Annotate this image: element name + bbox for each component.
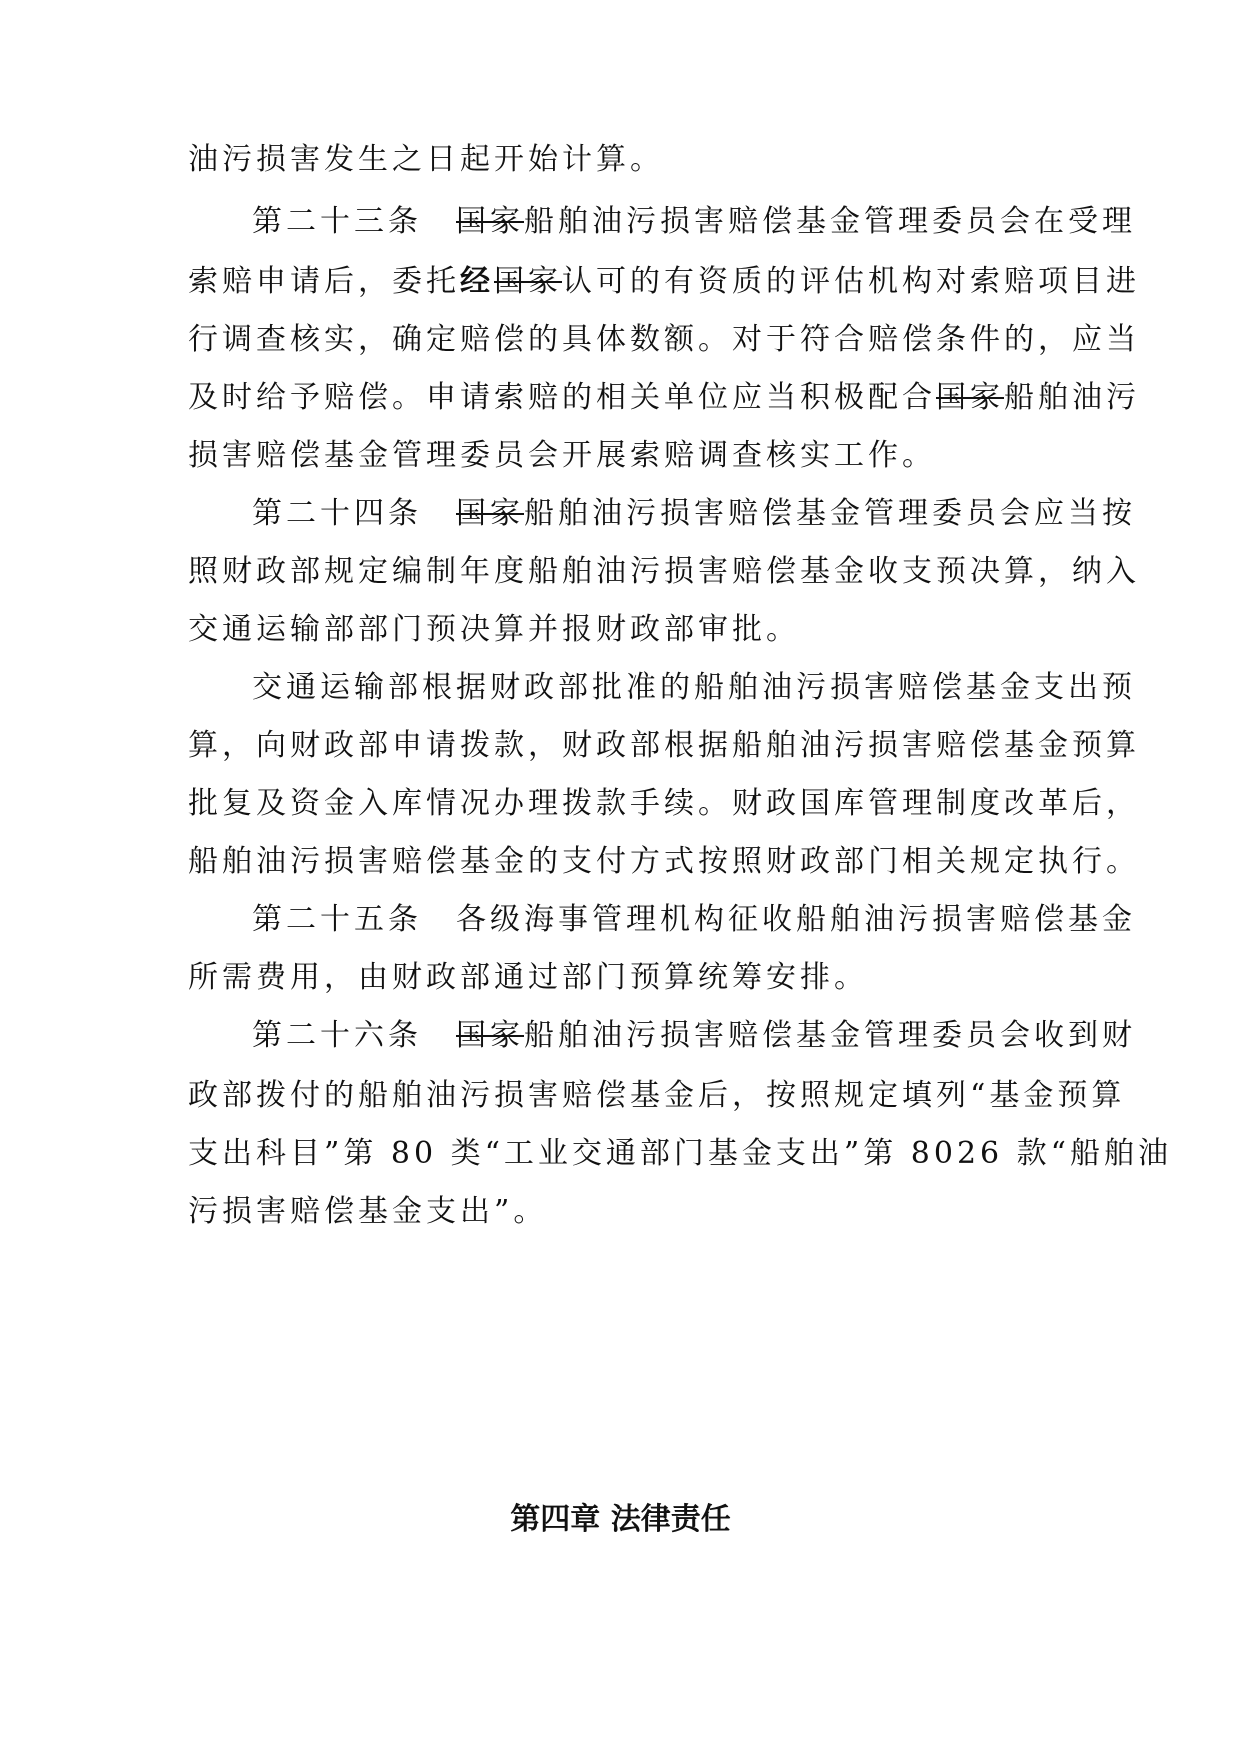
text-run: 第二十四条 <box>252 496 456 531</box>
text-line <box>188 262 1140 302</box>
text-run: 第二十三条 <box>252 204 456 239</box>
text-line <box>252 202 1136 242</box>
text-line <box>188 1076 1125 1116</box>
text-line <box>188 1192 547 1232</box>
text-line <box>188 378 1140 418</box>
text-line <box>188 958 868 998</box>
deleted-text: 国家 <box>456 496 524 531</box>
text-run: 索赔申请后，委托 <box>188 264 460 299</box>
text-run: 算，向财政部申请拨款，财政部根据船舶油污损害赔偿基金预算 <box>188 728 1140 763</box>
text-run: 交通运输部根据财政部批准的船舶油污损害赔偿基金支出预 <box>252 670 1136 705</box>
text-line <box>188 552 1140 592</box>
text-line <box>188 726 1140 766</box>
text-line <box>252 900 1136 940</box>
deleted-text: 国家 <box>456 204 524 239</box>
text-line <box>188 1134 1172 1174</box>
text-run: 所需费用，由财政部通过部门预算统筹安排。 <box>188 960 868 995</box>
text-run: 第二十六条 <box>252 1018 456 1053</box>
text-run: 批复及资金入库情况办理拨款手续。财政国库管理制度改革后， <box>188 786 1140 821</box>
text-line <box>188 610 800 650</box>
deleted-text: 国家 <box>456 1018 524 1053</box>
text-line <box>188 140 664 180</box>
text-run: 船舶油污 <box>1004 380 1140 415</box>
deleted-text: 国家 <box>494 264 562 299</box>
text-run: 污损害赔偿基金支出”。 <box>188 1194 548 1229</box>
text-run: 行调查核实，确定赔偿的具体数额。对于符合赔偿条件的，应当 <box>188 322 1140 357</box>
text-line <box>188 842 1140 882</box>
text-line <box>252 1016 1136 1056</box>
text-run: 船舶油污损害赔偿基金的支付方式按照财政部门相关规定执行。 <box>188 844 1140 879</box>
text-line <box>252 494 1136 534</box>
text-run: 船舶油污损害赔偿基金管理委员会收到财 <box>524 1018 1136 1053</box>
text-run: 油污损害发生之日起开始计算。 <box>188 142 664 177</box>
text-run: 损害赔偿基金管理委员会开展索赔调查核实工作。 <box>188 438 936 473</box>
deleted-text: 国家 <box>936 380 1004 415</box>
inserted-text: 经 <box>460 264 494 299</box>
text-line <box>188 436 936 476</box>
text-run: 认可的有资质的评估机构对索赔项目进 <box>562 264 1140 299</box>
chapter-heading: 第四章 法律责任 <box>510 1502 731 1537</box>
text-line <box>188 320 1140 360</box>
text-run: 交通运输部部门预决算并报财政部审批。 <box>188 612 800 647</box>
text-run: 船舶油污损害赔偿基金管理委员会在受理 <box>524 204 1136 239</box>
text-run: 第二十五条 各级海事管理机构征收船舶油污损害赔偿基金 <box>252 902 1136 937</box>
text-run: 支出科目”第 80 类“工业交通部门基金支出”第 8026 款“船舶油 <box>188 1136 1173 1171</box>
text-run: 船舶油污损害赔偿基金管理委员会应当按 <box>524 496 1136 531</box>
text-run: 照财政部规定编制年度船舶油污损害赔偿基金收支预决算，纳入 <box>188 554 1140 589</box>
text-run: 政部拨付的船舶油污损害赔偿基金后，按照规定填列“基金预算 <box>188 1078 1126 1113</box>
text-line <box>188 784 1140 824</box>
text-run: 及时给予赔偿。申请索赔的相关单位应当积极配合 <box>188 380 936 415</box>
text-line <box>252 668 1136 708</box>
